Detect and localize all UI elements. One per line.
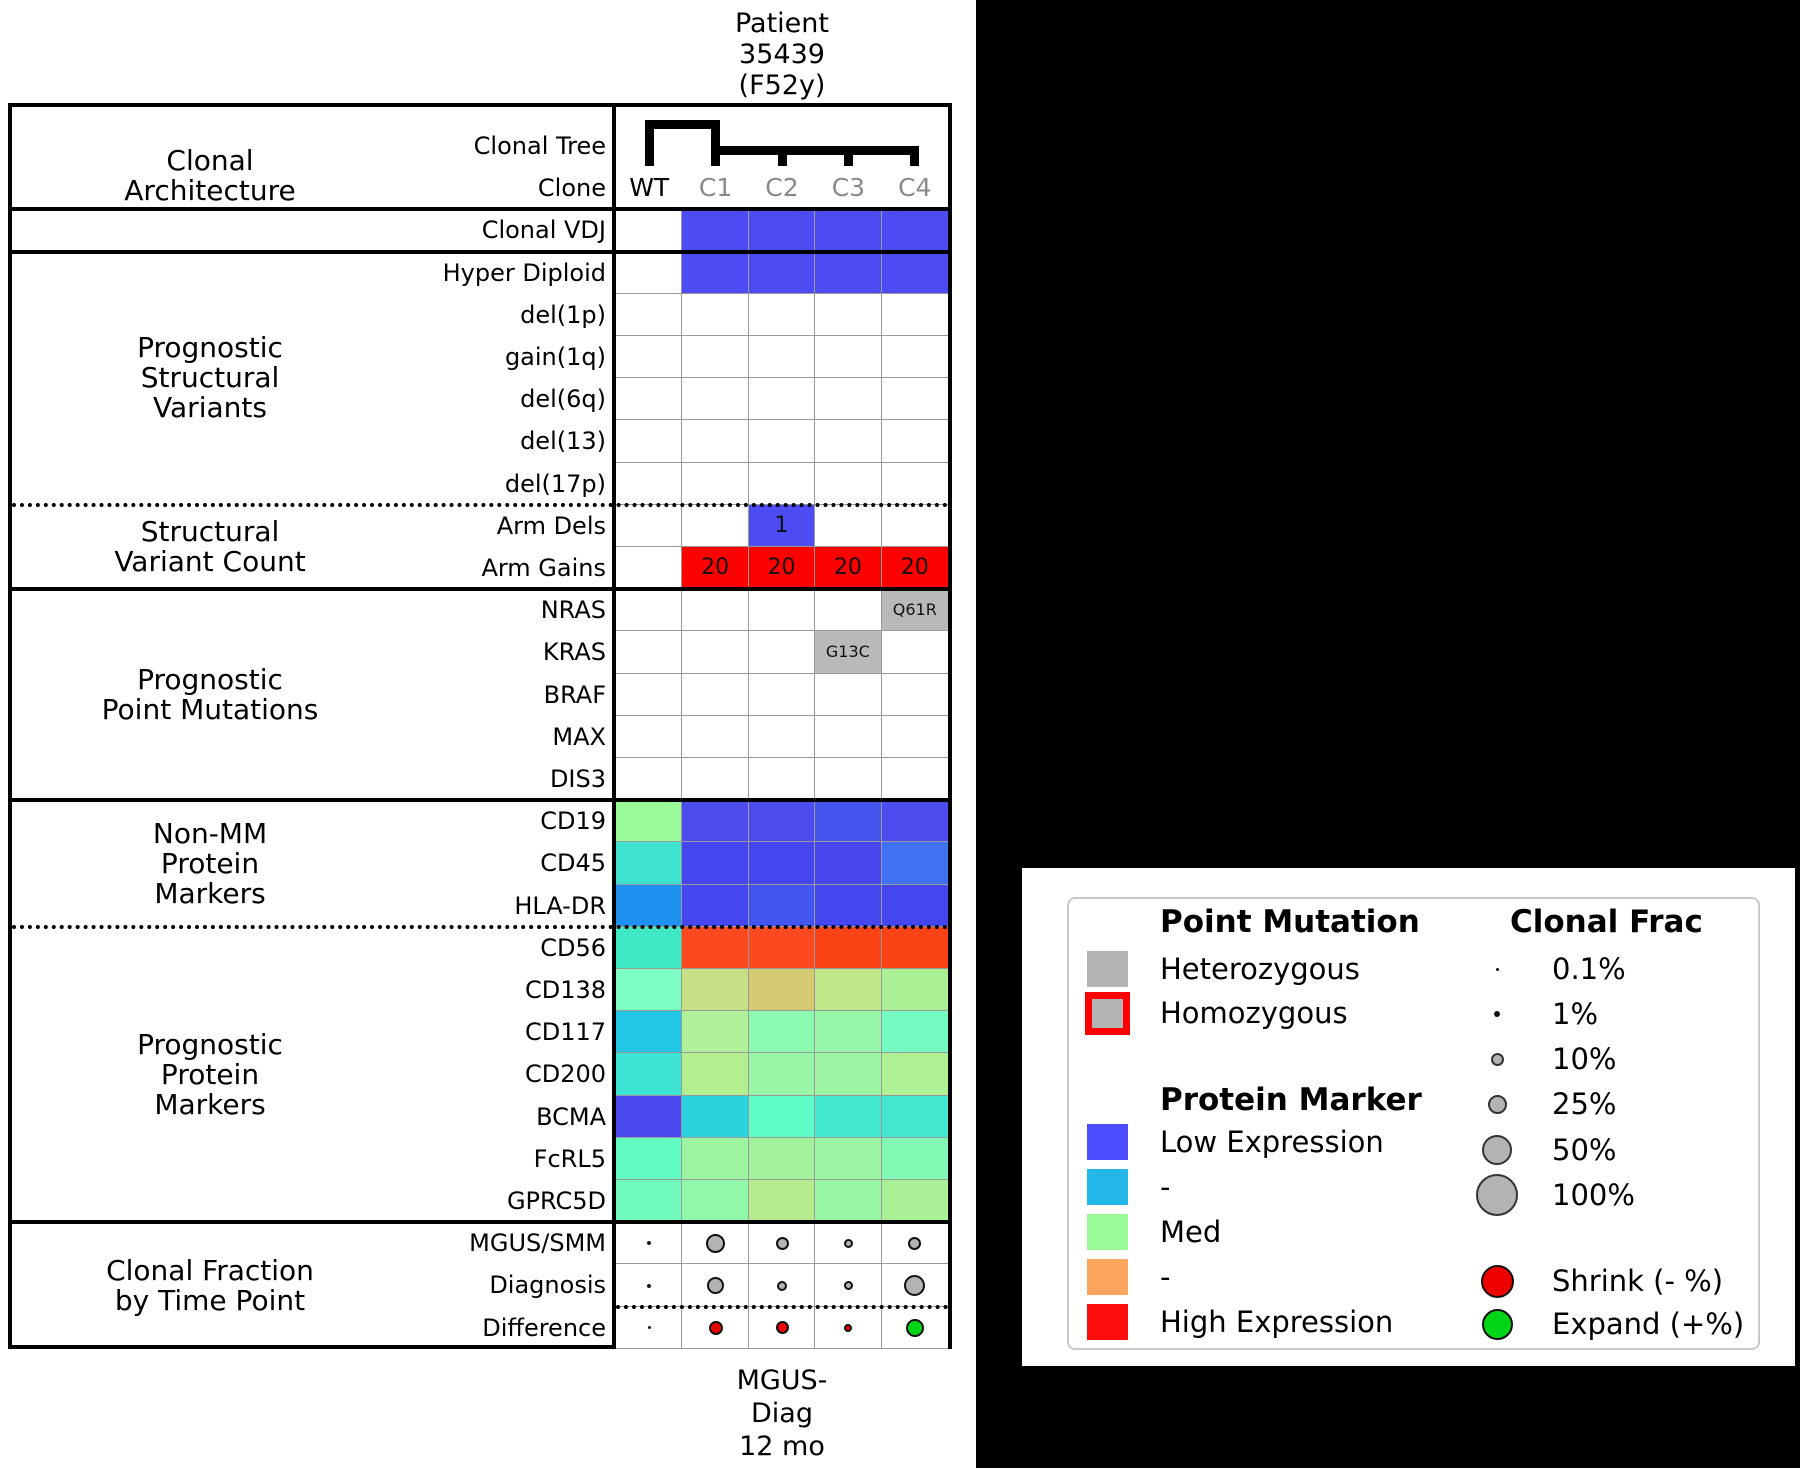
- heatmap-cell-gain-1q--c3: [815, 336, 881, 378]
- legend-header-point-mutation: Point Mutation: [1160, 904, 1420, 940]
- legend-swatch-protein-1: [1087, 1169, 1128, 1205]
- heatmap-cell-cd56-c3: [815, 927, 881, 969]
- section-label-clonal: [0, 146, 420, 206]
- section-divider: [8, 1220, 952, 1224]
- row-label-braf: BRAF: [543, 680, 606, 709]
- time-axis-label: [632, 1364, 932, 1463]
- heatmap-cell-del-1p--wt: [616, 294, 682, 336]
- legend-label-protein-0: Low Expression: [1160, 1125, 1384, 1159]
- legend-size-label-100-: 100%: [1552, 1178, 1635, 1212]
- heatmap-cell-dis3-wt: [616, 758, 682, 800]
- legend-change-label-shrink-: Shrink (- %): [1552, 1264, 1724, 1298]
- clonal-fraction-circle-mgus-smm-c1: [706, 1234, 725, 1253]
- heatmap-cell-fcrl5-c2: [749, 1138, 815, 1180]
- heatmap-cell-del-17p--c1: [682, 463, 748, 505]
- row-label-nras: NRAS: [540, 596, 606, 625]
- legend-swatch-protein-4: [1087, 1304, 1128, 1340]
- section-divider: [8, 207, 952, 211]
- heatmap-cell-del-6q--c2: [749, 378, 815, 420]
- clonal-fraction-circle-difference-c4: [906, 1319, 924, 1337]
- heatmap-cell-gprc5d-c1: [682, 1180, 748, 1222]
- heatmap-cell-del-13--c3: [815, 420, 881, 462]
- heatmap-cell-bcma-c1: [682, 1096, 748, 1138]
- clonal-tree-branch: [711, 146, 919, 155]
- heatmap-cell-cd138-c4: [882, 969, 948, 1011]
- row-label-gain-1q-: gain(1q): [504, 343, 606, 371]
- heatmap-cell-cd56-c2: [749, 927, 815, 969]
- heatmap-cell-max-wt: [616, 716, 682, 758]
- heatmap-cell-dis3-c2: [749, 758, 815, 800]
- heatmap-cell-dis3-c1: [682, 758, 748, 800]
- heatmap-cell-cd200-c4: [882, 1053, 948, 1095]
- section-label-line: Markers: [154, 1087, 266, 1121]
- heatmap-cell-dis3-c3: [815, 758, 881, 800]
- cell-value: 20: [833, 555, 862, 581]
- legend-header-protein-marker: Protein Marker: [1160, 1082, 1422, 1118]
- heatmap-cell-cd138-c3: [815, 969, 881, 1011]
- section-label-clonal-fraction: [0, 1253, 420, 1317]
- clonal-tree-branch: [711, 120, 720, 166]
- heatmap-cell-max-c2: [749, 716, 815, 758]
- row-label-hla-dr: HLA-DR: [514, 891, 606, 920]
- heatmap-cell-cd200-c2: [749, 1053, 815, 1095]
- section-divider: [8, 250, 952, 254]
- legend-size-circle-50-: [1482, 1135, 1512, 1165]
- cell-value: 1: [774, 512, 789, 538]
- heatmap-cell-gprc5d-c2: [749, 1180, 815, 1222]
- row-label-fcrl5: FcRL5: [533, 1144, 606, 1173]
- row-label-clonal-vdj: Clonal VDJ: [481, 216, 606, 245]
- clonal-fraction-circle-diagnosis-c1: [707, 1277, 724, 1294]
- legend-size-circle-1-: [1494, 1011, 1500, 1017]
- heatmap-cell-cd138-c1: [682, 969, 748, 1011]
- row-label-bcma: BCMA: [536, 1102, 606, 1131]
- heatmap-cell-del-1p--c4: [882, 294, 948, 336]
- heatmap-cell-cd117-c1: [682, 1011, 748, 1053]
- clone-column-label-c4: C4: [898, 173, 932, 203]
- row-label-mgus-smm: MGUS/SMM: [469, 1229, 606, 1258]
- heatmap-cell-bcma-c3: [815, 1096, 881, 1138]
- heatmap-cell-hla-dr-c3: [815, 885, 881, 927]
- legend-swatch-protein-0: [1087, 1124, 1128, 1160]
- patient-title-line2: 35439: [739, 39, 825, 70]
- heatmap-cell-nras-c3: [815, 589, 881, 631]
- row-label-kras: KRAS: [542, 638, 606, 667]
- heatmap-cell-gain-1q--c1: [682, 336, 748, 378]
- heatmap-cell-arm-gains-wt: [616, 547, 682, 589]
- clone-column-label-c3: C3: [831, 173, 866, 203]
- heatmap-cell-del-17p--wt: [616, 463, 682, 505]
- legend-swatch-protein-3: [1087, 1259, 1128, 1295]
- legend-swatch-heterozygous: [1087, 951, 1128, 987]
- heatmap-cell-hyper-diploid-c1: [682, 252, 748, 294]
- cell-value: Q61R: [892, 600, 937, 620]
- section-label-line: Clonal: [166, 144, 254, 178]
- heatmap-cell-del-1p--c2: [749, 294, 815, 336]
- dotted-divider: [616, 1305, 948, 1309]
- heatmap-cell-cd45-wt: [616, 842, 682, 884]
- legend-label-protein-2: Med: [1160, 1215, 1222, 1249]
- section-label-line: Structural: [140, 361, 280, 395]
- heatmap-cell-max-c4: [882, 716, 948, 758]
- heatmap-cell-arm-gains-c2: [749, 547, 815, 589]
- heatmap-cell-nras-c4: [882, 589, 948, 631]
- heatmap-cell-cd117-wt: [616, 1011, 682, 1053]
- heatmap-cell-hyper-diploid-c4: [882, 252, 948, 294]
- heatmap-cell-cd200-c3: [815, 1053, 881, 1095]
- row-label-clone: Clone: [537, 174, 606, 203]
- heatmap-cell-arm-dels-c1: [682, 505, 748, 547]
- heatmap-cell-del-13--c4: [882, 420, 948, 462]
- heatmap-cell-cd56-c1: [682, 927, 748, 969]
- heatmap-cell-kras-c3: [815, 631, 881, 673]
- heatmap-cell-max-c3: [815, 716, 881, 758]
- row-label-cd56: CD56: [540, 933, 606, 962]
- clonal-tree-branch: [778, 146, 787, 166]
- clonal-fraction-circle-mgus-smm-c2: [776, 1237, 789, 1250]
- legend-size-label-10-: 10%: [1552, 1042, 1617, 1076]
- heatmap-cell-del-17p--c4: [882, 463, 948, 505]
- legend-label-homozygous: Homozygous: [1160, 996, 1348, 1030]
- row-label-arm-gains: Arm Gains: [481, 554, 606, 582]
- legend-swatch-homozygous: [1085, 992, 1130, 1035]
- section-label-line: Prognostic: [137, 662, 283, 696]
- section-label-line: Architecture: [124, 174, 296, 208]
- clonal-fraction-circle-diagnosis-wt: [647, 1284, 651, 1288]
- heatmap-cell-hla-dr-wt: [616, 885, 682, 927]
- row-label-arm-dels: Arm Dels: [496, 511, 606, 540]
- heatmap-cell-arm-dels-c4: [882, 505, 948, 547]
- heatmap-cell-cd45-c4: [882, 842, 948, 884]
- heatmap-cell-del-17p--c3: [815, 463, 881, 505]
- dotted-divider: [12, 503, 948, 507]
- heatmap-cell-hla-dr-c1: [682, 885, 748, 927]
- section-label-line: Markers: [154, 876, 266, 910]
- legend-swatch-protein-2: [1087, 1214, 1128, 1250]
- cell-value: 20: [767, 555, 796, 581]
- heatmap-cell-cd19-c4: [882, 800, 948, 842]
- legend-size-label-0-1-: 0.1%: [1552, 952, 1626, 986]
- heatmap-cell-kras-wt: [616, 631, 682, 673]
- row-label-difference: Difference: [482, 1313, 606, 1342]
- heatmap-cell-arm-dels-wt: [616, 505, 682, 547]
- legend-label-protein-1: -: [1160, 1170, 1171, 1204]
- row-label-cd19: CD19: [540, 807, 606, 836]
- section-label-prognostic: [0, 333, 420, 423]
- legend-size-circle-100-: [1476, 1174, 1518, 1216]
- row-label-del-6q-: del(6q): [520, 385, 606, 414]
- legend-label-heterozygous: Heterozygous: [1160, 952, 1360, 986]
- heatmap-cell-clonal-vdj-c2: [749, 209, 815, 251]
- heatmap-cell-clonal-vdj-c1: [682, 209, 748, 251]
- heatmap-cell-fcrl5-c4: [882, 1138, 948, 1180]
- cell-value: 20: [701, 555, 730, 581]
- legend-header-clonal-frac: Clonal Frac: [1510, 904, 1703, 940]
- heatmap-cell-cd200-c1: [682, 1053, 748, 1095]
- heatmap-cell-braf-c1: [682, 674, 748, 716]
- heatmap-cell-del-13--wt: [616, 420, 682, 462]
- heatmap-cell-clonal-vdj-wt: [616, 209, 682, 251]
- clone-column-label-wt: WT: [629, 173, 670, 203]
- heatmap-cell-cd138-c2: [749, 969, 815, 1011]
- section-label-line: Clonal Fraction: [106, 1253, 314, 1287]
- heatmap-cell-hyper-diploid-c3: [815, 252, 881, 294]
- heatmap-cell-hla-dr-c2: [749, 885, 815, 927]
- row-label-dis3: DIS3: [549, 765, 606, 793]
- heatmap-cell-arm-gains-c4: [882, 547, 948, 589]
- row-label-del-13-: del(13): [520, 427, 606, 456]
- row-label-hyper-diploid: Hyper Diploid: [442, 258, 606, 287]
- heatmap-cell-gain-1q--c4: [882, 336, 948, 378]
- time-axis-line1: MGUS-: [736, 1365, 828, 1396]
- heatmap-cell-gprc5d-c4: [882, 1180, 948, 1222]
- row-label-cd117: CD117: [524, 1018, 606, 1047]
- heatmap-cell-fcrl5-wt: [616, 1138, 682, 1180]
- heatmap-cell-del-13--c2: [749, 420, 815, 462]
- heatmap-cell-kras-c1: [682, 631, 748, 673]
- heatmap-cell-bcma-c2: [749, 1096, 815, 1138]
- section-label-line: Protein: [160, 1057, 260, 1091]
- legend-size-label-25-: 25%: [1552, 1087, 1617, 1121]
- heatmap-cell-gprc5d-c3: [815, 1180, 881, 1222]
- legend-change-circle-shrink-: [1481, 1265, 1514, 1298]
- clonal-fraction-circle-difference-c2: [776, 1321, 789, 1334]
- heatmap-cell-max-c1: [682, 716, 748, 758]
- heatmap-cell-arm-gains-c3: [815, 547, 881, 589]
- clonal-tree-branch: [645, 120, 720, 129]
- clone-column-label-c1: C1: [698, 173, 733, 203]
- clonal-fraction-circle-mgus-smm-c3: [844, 1239, 853, 1248]
- heatmap-cell-del-6q--wt: [616, 378, 682, 420]
- section-label-line: Non-MM: [152, 816, 268, 850]
- patient-title-line3: (F52y): [738, 70, 826, 101]
- row-label-gprc5d: GPRC5D: [506, 1187, 606, 1215]
- heatmap-cell-del-6q--c1: [682, 378, 748, 420]
- section-label-line: by Time Point: [114, 1283, 306, 1317]
- heatmap-cell-kras-c4: [882, 631, 948, 673]
- heatmap-cell-cd19-c2: [749, 800, 815, 842]
- heatmap-cell-braf-c4: [882, 674, 948, 716]
- legend-change-circle-expand-: [1482, 1309, 1513, 1340]
- heatmap-cell-del-17p--c2: [749, 463, 815, 505]
- section-label-prognostic: [0, 662, 420, 726]
- heatmap-cell-dis3-c4: [882, 758, 948, 800]
- legend-size-circle-10-: [1491, 1053, 1504, 1066]
- heatmap-cell-cd19-wt: [616, 800, 682, 842]
- heatmap-cell-hyper-diploid-c2: [749, 252, 815, 294]
- section-label-prognostic: [0, 1027, 420, 1121]
- heatmap-cell-cd56-wt: [616, 927, 682, 969]
- section-label-structural: [0, 517, 420, 577]
- heatmap-cell-arm-dels-c2: [749, 505, 815, 547]
- row-label-cd138: CD138: [524, 976, 606, 1004]
- patient-title: [632, 8, 932, 101]
- time-axis-line3: 12 mo: [739, 1431, 825, 1462]
- section-label-line: Point Mutations: [101, 692, 319, 726]
- heatmap-cell-cd19-c1: [682, 800, 748, 842]
- heatmap-cell-del-6q--c4: [882, 378, 948, 420]
- heatmap-cell-arm-dels-c3: [815, 505, 881, 547]
- heatmap-cell-cd200-wt: [616, 1053, 682, 1095]
- section-label-line: Prognostic: [137, 1027, 283, 1061]
- row-label-del-17p-: del(17p): [504, 469, 606, 498]
- section-label-line: Prognostic: [137, 331, 283, 365]
- heatmap-cell-clonal-vdj-c4: [882, 209, 948, 251]
- heatmap-cell-arm-gains-c1: [682, 547, 748, 589]
- heatmap-cell-cd45-c3: [815, 842, 881, 884]
- section-label-line: Protein: [160, 846, 260, 880]
- heatmap-cell-nras-wt: [616, 589, 682, 631]
- row-label-cd45: CD45: [540, 849, 606, 878]
- section-label-non-mm: [0, 816, 420, 910]
- clonal-tree-branch: [844, 146, 853, 166]
- heatmap-cell-hla-dr-c4: [882, 885, 948, 927]
- clonal-fraction-circle-diagnosis-c2: [777, 1281, 787, 1291]
- section-label-line: Structural: [140, 515, 280, 548]
- heatmap-cell-fcrl5-c3: [815, 1138, 881, 1180]
- heatmap-cell-nras-c2: [749, 589, 815, 631]
- heatmap-cell-clonal-vdj-c3: [815, 209, 881, 251]
- heatmap-cell-braf-c2: [749, 674, 815, 716]
- section-divider: [8, 587, 952, 591]
- heatmap-cell-braf-c3: [815, 674, 881, 716]
- heatmap-cell-cd117-c2: [749, 1011, 815, 1053]
- legend-size-label-1-: 1%: [1552, 997, 1599, 1031]
- heatmap-cell-cd45-c1: [682, 842, 748, 884]
- heatmap-cell-cd117-c3: [815, 1011, 881, 1053]
- heatmap-cell-cd117-c4: [882, 1011, 948, 1053]
- heatmap-cell-cd45-c2: [749, 842, 815, 884]
- heatmap-cell-gain-1q--c2: [749, 336, 815, 378]
- time-axis-line2: Diag: [751, 1398, 813, 1429]
- clonal-fraction-circle-diagnosis-c3: [844, 1281, 853, 1290]
- clone-column-label-c2: C2: [765, 173, 799, 203]
- heatmap-cell-gprc5d-wt: [616, 1180, 682, 1222]
- heatmap-cell-del-1p--c3: [815, 294, 881, 336]
- heatmap-cell-bcma-wt: [616, 1096, 682, 1138]
- patient-title-line1: Patient: [734, 8, 829, 39]
- section-label-line: Variants: [153, 391, 267, 425]
- cell-value: G13C: [825, 642, 870, 662]
- legend-label-protein-3: -: [1160, 1260, 1171, 1294]
- section-divider: [8, 798, 952, 802]
- heatmap-cell-cd19-c3: [815, 800, 881, 842]
- legend-label-protein-4: High Expression: [1160, 1305, 1394, 1339]
- dotted-divider: [12, 925, 948, 929]
- row-label-cd200: CD200: [524, 1060, 606, 1089]
- legend-size-label-50-: 50%: [1552, 1133, 1617, 1167]
- legend-size-circle-25-: [1488, 1095, 1507, 1114]
- heatmap-cell-bcma-c4: [882, 1096, 948, 1138]
- heatmap-cell-hyper-diploid-wt: [616, 252, 682, 294]
- heatmap-cell-del-6q--c3: [815, 378, 881, 420]
- clonal-fraction-circle-difference-c1: [709, 1321, 723, 1335]
- heatmap-cell-del-1p--c1: [682, 294, 748, 336]
- heatmap-cell-nras-c1: [682, 589, 748, 631]
- row-label-max: MAX: [552, 722, 606, 751]
- clonal-tree-branch: [910, 146, 919, 166]
- heatmap-cell-gain-1q--wt: [616, 336, 682, 378]
- legend-change-label-expand-: Expand (+%): [1552, 1307, 1745, 1341]
- row-label-del-1p-: del(1p): [520, 300, 606, 329]
- legend-size-circle-0-1-: [1496, 968, 1499, 971]
- heatmap-cell-braf-wt: [616, 674, 682, 716]
- heatmap-cell-fcrl5-c1: [682, 1138, 748, 1180]
- heatmap-cell-del-13--c1: [682, 420, 748, 462]
- clonal-fraction-circle-difference-wt: [648, 1326, 651, 1329]
- cell-value: 20: [900, 555, 929, 581]
- heatmap-cell-cd56-c4: [882, 927, 948, 969]
- row-label-diagnosis: Diagnosis: [489, 1271, 606, 1300]
- heatmap-cell-kras-c2: [749, 631, 815, 673]
- row-label-clonal-tree: Clonal Tree: [473, 132, 606, 161]
- section-label-line: Variant Count: [114, 545, 306, 578]
- heatmap-cell-cd138-wt: [616, 969, 682, 1011]
